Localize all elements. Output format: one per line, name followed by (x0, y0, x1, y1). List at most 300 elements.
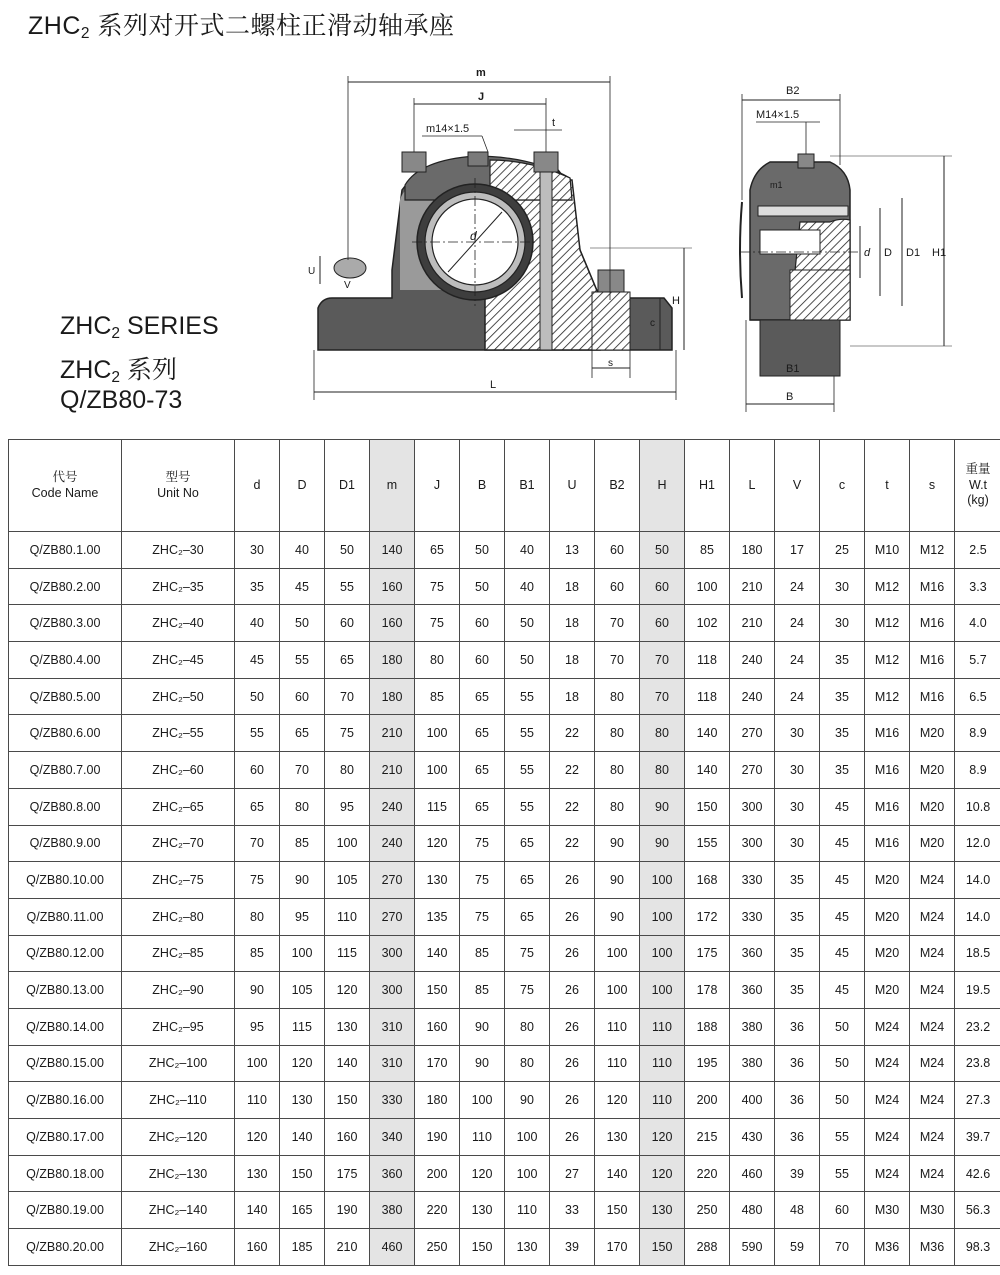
table-cell: M20 (865, 898, 910, 935)
table-cell: 120 (640, 1155, 685, 1192)
table-cell: M24 (910, 1008, 955, 1045)
side-view-drawing (730, 70, 970, 415)
table-cell: 23.8 (955, 1045, 1000, 1082)
header-en: L (748, 477, 756, 492)
table-row (9, 898, 1000, 935)
table-cell: M36 (910, 1229, 955, 1266)
table-cell: 60 (820, 1192, 865, 1229)
table-cell: 210 (730, 568, 775, 605)
header-en: B (477, 477, 487, 492)
table-cell: 19.5 (955, 972, 1000, 1009)
table-cell: 460 (370, 1229, 415, 1266)
table-cell: 90 (280, 862, 325, 899)
table-cell: 100 (415, 715, 460, 752)
table-cell: 220 (415, 1192, 460, 1229)
table-cell: 65 (505, 825, 550, 862)
table-cell: 140 (685, 752, 730, 789)
table-cell: 270 (370, 898, 415, 935)
table-cell: 23.2 (955, 1008, 1000, 1045)
table-cell: 300 (730, 825, 775, 862)
table-cell: 100 (640, 935, 685, 972)
table-cell: 8.9 (955, 715, 1000, 752)
table-row (9, 568, 1000, 605)
table-cell: M24 (910, 972, 955, 1009)
table-cell: M20 (865, 862, 910, 899)
table-cell: 120 (325, 972, 370, 1009)
table-cell: 50 (235, 678, 280, 715)
table-cell: 17 (775, 532, 820, 569)
table-row (9, 1119, 1000, 1156)
svg-text:D1: D1 (906, 247, 921, 259)
table-cell: Q/ZB80.11.00 (9, 898, 122, 935)
table-cell: 50 (280, 605, 325, 642)
table-cell: 110 (595, 1045, 640, 1082)
table-cell: 360 (730, 935, 775, 972)
table-cell: 170 (415, 1045, 460, 1082)
table-cell: 55 (820, 1155, 865, 1192)
table-cell: 85 (685, 532, 730, 569)
table-cell: 4.0 (955, 605, 1000, 642)
table-cell: 172 (685, 898, 730, 935)
table-cell: 45 (820, 862, 865, 899)
table-cell: 80 (595, 715, 640, 752)
table-cell: 45 (820, 825, 865, 862)
column-header (820, 440, 865, 532)
table-cell: 130 (595, 1119, 640, 1156)
svg-text:c: c (650, 318, 655, 329)
table-cell: 50 (820, 1008, 865, 1045)
table-cell: M24 (910, 1082, 955, 1119)
table-cell: 100 (685, 568, 730, 605)
table-cell: 380 (730, 1045, 775, 1082)
table-cell: M16 (865, 825, 910, 862)
table-cell: 70 (280, 752, 325, 789)
svg-text:D: D (884, 247, 892, 259)
table-cell: 430 (730, 1119, 775, 1156)
table-cell: Q/ZB80.13.00 (9, 972, 122, 1009)
column-header (9, 440, 122, 532)
table-cell: M30 (910, 1192, 955, 1229)
table-cell: M10 (865, 532, 910, 569)
header-en: H (657, 477, 667, 492)
table-cell: 26 (550, 1045, 595, 1082)
table-cell: 240 (370, 825, 415, 862)
column-header (865, 440, 910, 532)
table-cell: 90 (595, 898, 640, 935)
table-cell: 160 (235, 1229, 280, 1266)
table-cell: 75 (415, 568, 460, 605)
table-cell: 330 (370, 1082, 415, 1119)
table-cell: 26 (550, 862, 595, 899)
table-cell: Q/ZB80.16.00 (9, 1082, 122, 1119)
table-cell: M16 (865, 715, 910, 752)
table-cell: M12 (865, 678, 910, 715)
table-cell: 70 (595, 642, 640, 679)
table-cell: 220 (685, 1155, 730, 1192)
table-cell: M16 (910, 642, 955, 679)
table-cell: 240 (730, 678, 775, 715)
table-row (9, 1045, 1000, 1082)
table-cell: 65 (460, 752, 505, 789)
table-cell: 30 (775, 715, 820, 752)
table-cell: 35 (820, 715, 865, 752)
svg-text:m: m (476, 67, 486, 79)
header-en: W.t (968, 477, 988, 492)
table-cell: Q/ZB80.12.00 (9, 935, 122, 972)
table-cell: M24 (865, 1155, 910, 1192)
header-unit: (kg) (967, 493, 989, 508)
header-en: m (386, 477, 398, 492)
table-cell: 55 (505, 678, 550, 715)
table-cell: 480 (730, 1192, 775, 1229)
table-cell: 12.0 (955, 825, 1000, 862)
table-cell: 140 (685, 715, 730, 752)
table-cell: 140 (370, 532, 415, 569)
table-cell: 24 (775, 678, 820, 715)
column-header (325, 440, 370, 532)
svg-text:B1: B1 (786, 363, 800, 375)
column-header (550, 440, 595, 532)
table-cell: 85 (415, 678, 460, 715)
table-cell: 60 (325, 605, 370, 642)
table-cell: 50 (820, 1045, 865, 1082)
table-cell: 39 (775, 1155, 820, 1192)
svg-text:s: s (608, 358, 613, 369)
table-cell: 24 (775, 605, 820, 642)
svg-text:d: d (470, 229, 477, 243)
header-en: Code Name (31, 485, 99, 500)
table-cell: M24 (910, 1155, 955, 1192)
table-row (9, 825, 1000, 862)
table-cell: 380 (730, 1008, 775, 1045)
table-cell: 27 (550, 1155, 595, 1192)
table-cell: 80 (415, 642, 460, 679)
table-cell: 30 (775, 825, 820, 862)
table-cell: ZHC₂–90 (122, 972, 235, 1009)
table-cell: 55 (820, 1119, 865, 1156)
table-cell: 33 (550, 1192, 595, 1229)
table-cell: 36 (775, 1008, 820, 1045)
table-cell: 310 (370, 1045, 415, 1082)
table-cell: 165 (280, 1192, 325, 1229)
table-cell: 40 (280, 532, 325, 569)
table-cell: M16 (910, 678, 955, 715)
table-row (9, 532, 1000, 569)
table-cell: 55 (325, 568, 370, 605)
table-cell: 330 (730, 898, 775, 935)
table-cell: 25 (820, 532, 865, 569)
table-cell: 250 (415, 1229, 460, 1266)
table-cell: 120 (595, 1082, 640, 1119)
table-cell: 80 (505, 1045, 550, 1082)
table-cell: 65 (460, 788, 505, 825)
table-cell: M24 (910, 935, 955, 972)
table-cell: ZHC₂–50 (122, 678, 235, 715)
table-cell: 18 (550, 605, 595, 642)
table-cell: 150 (685, 788, 730, 825)
column-header (640, 440, 685, 532)
table-cell: M20 (865, 935, 910, 972)
header-en: c (838, 477, 846, 492)
table-cell: 85 (280, 825, 325, 862)
table-cell: 210 (370, 752, 415, 789)
table-cell: 75 (460, 862, 505, 899)
table-cell: 22 (550, 715, 595, 752)
table-cell: 270 (370, 862, 415, 899)
table-cell: 170 (595, 1229, 640, 1266)
table-cell: 115 (325, 935, 370, 972)
table-cell: ZHC₂–120 (122, 1119, 235, 1156)
table-cell: 75 (325, 715, 370, 752)
table-cell: 10.8 (955, 788, 1000, 825)
table-cell: ZHC₂–85 (122, 935, 235, 972)
table-cell: 80 (325, 752, 370, 789)
table-row (9, 1082, 1000, 1119)
page-title: $ZHC_2$ 系列对开式二螺柱正滑动轴承座 (28, 12, 455, 42)
table-cell: 120 (640, 1119, 685, 1156)
table-cell: 215 (685, 1119, 730, 1156)
table-cell: ZHC₂–100 (122, 1045, 235, 1082)
table-cell: 155 (685, 825, 730, 862)
table-cell: M16 (865, 752, 910, 789)
table-cell: 80 (505, 1008, 550, 1045)
svg-text:J: J (478, 91, 485, 103)
table-cell: 60 (460, 605, 505, 642)
table-cell: M16 (865, 788, 910, 825)
header-en: s (928, 477, 936, 492)
table-cell: 80 (595, 678, 640, 715)
table-cell: 45 (235, 642, 280, 679)
table-cell: 30 (820, 605, 865, 642)
table-cell: 55 (505, 788, 550, 825)
table-cell: 35 (235, 568, 280, 605)
table-cell: 30 (820, 568, 865, 605)
table-row (9, 862, 1000, 899)
column-header (910, 440, 955, 532)
svg-text:V: V (344, 280, 351, 291)
table-cell: 18 (550, 678, 595, 715)
table-cell: 110 (640, 1045, 685, 1082)
header-en: J (433, 477, 441, 492)
table-cell: 90 (460, 1008, 505, 1045)
table-cell: 240 (370, 788, 415, 825)
table-cell: 85 (460, 972, 505, 1009)
table-cell: 160 (370, 605, 415, 642)
table-cell: ZHC₂–160 (122, 1229, 235, 1266)
table-cell: 185 (280, 1229, 325, 1266)
table-cell: 98.3 (955, 1229, 1000, 1266)
table-cell: 130 (640, 1192, 685, 1229)
table-cell: 360 (730, 972, 775, 1009)
table-cell: 5.7 (955, 642, 1000, 679)
table-cell: 150 (460, 1229, 505, 1266)
table-cell: 24 (775, 568, 820, 605)
table-cell: 110 (325, 898, 370, 935)
table-cell: M30 (865, 1192, 910, 1229)
table-cell: 120 (280, 1045, 325, 1082)
table-row (9, 715, 1000, 752)
dimension-table (8, 439, 1000, 1266)
table-cell: M20 (910, 788, 955, 825)
table-cell: 26 (550, 972, 595, 1009)
table-cell: 310 (370, 1008, 415, 1045)
header-en: V (792, 477, 802, 492)
table-cell: 180 (370, 678, 415, 715)
table-cell: 80 (640, 752, 685, 789)
table-cell: ZHC₂–65 (122, 788, 235, 825)
table-cell: 100 (460, 1082, 505, 1119)
table-cell: 6.5 (955, 678, 1000, 715)
table-cell: Q/ZB80.9.00 (9, 825, 122, 862)
table-cell: 140 (595, 1155, 640, 1192)
table-cell: 60 (235, 752, 280, 789)
table-cell: ZHC₂–40 (122, 605, 235, 642)
table-cell: 130 (505, 1229, 550, 1266)
svg-text:d: d (864, 247, 871, 259)
table-cell: M24 (910, 1045, 955, 1082)
table-cell: 42.6 (955, 1155, 1000, 1192)
table-cell: 14.0 (955, 898, 1000, 935)
table-cell: 35 (775, 972, 820, 1009)
table-cell: 270 (730, 715, 775, 752)
table-body (9, 532, 1000, 1266)
table-cell: 40 (505, 568, 550, 605)
table-cell: 200 (685, 1082, 730, 1119)
table-cell: 110 (505, 1192, 550, 1229)
table-cell: 240 (730, 642, 775, 679)
column-header (505, 440, 550, 532)
table-cell: 75 (505, 935, 550, 972)
column-header (595, 440, 640, 532)
table-row (9, 1192, 1000, 1229)
table-cell: 75 (505, 972, 550, 1009)
table-cell: 400 (730, 1082, 775, 1119)
table-cell: M24 (865, 1045, 910, 1082)
table-cell: 130 (460, 1192, 505, 1229)
table-cell: 102 (685, 605, 730, 642)
table-cell: 65 (415, 532, 460, 569)
table-cell: 100 (505, 1155, 550, 1192)
table-cell: Q/ZB80.17.00 (9, 1119, 122, 1156)
series-label-cn: $ZHC_2$ 系列 (60, 356, 177, 386)
table-cell: 48 (775, 1192, 820, 1229)
table-cell: M16 (910, 605, 955, 642)
table-cell: 90 (595, 862, 640, 899)
table-cell: 30 (775, 752, 820, 789)
table-cell: 60 (640, 568, 685, 605)
table-cell: 140 (415, 935, 460, 972)
svg-text:H1: H1 (932, 247, 947, 259)
table-cell: 140 (235, 1192, 280, 1229)
table-cell: 120 (460, 1155, 505, 1192)
table-cell: 175 (685, 935, 730, 972)
table-cell: Q/ZB80.18.00 (9, 1155, 122, 1192)
table-cell: 160 (325, 1119, 370, 1156)
column-header (280, 440, 325, 532)
table-cell: 150 (595, 1192, 640, 1229)
header-cn: 代号 (52, 469, 78, 484)
table-cell: 118 (685, 678, 730, 715)
header-cn: 重量 (965, 462, 991, 477)
table-cell: 250 (685, 1192, 730, 1229)
table-cell: 105 (280, 972, 325, 1009)
table-cell: 60 (595, 568, 640, 605)
table-cell: M24 (910, 862, 955, 899)
table-cell: ZHC₂–80 (122, 898, 235, 935)
table-cell: 80 (595, 788, 640, 825)
table-cell: 30 (235, 532, 280, 569)
table-cell: 95 (280, 898, 325, 935)
header-en: D1 (339, 477, 355, 492)
table-cell: 130 (235, 1155, 280, 1192)
table-row (9, 752, 1000, 789)
table-cell: ZHC₂–35 (122, 568, 235, 605)
table-cell: 24 (775, 642, 820, 679)
table-cell: 270 (730, 752, 775, 789)
table-cell: 36 (775, 1082, 820, 1119)
table-cell: 70 (595, 605, 640, 642)
table-cell: ZHC₂–75 (122, 862, 235, 899)
table-cell: 65 (505, 862, 550, 899)
table-cell: 80 (595, 752, 640, 789)
table-cell: 100 (415, 752, 460, 789)
header-en: D (297, 477, 307, 492)
table-cell: ZHC₂–30 (122, 532, 235, 569)
table-cell: 70 (235, 825, 280, 862)
table-cell: 65 (280, 715, 325, 752)
table-cell: 35 (820, 752, 865, 789)
table-row (9, 1155, 1000, 1192)
svg-text:m14×1.5: m14×1.5 (426, 123, 470, 135)
column-header (460, 440, 505, 532)
table-cell: 100 (505, 1119, 550, 1156)
table-cell: ZHC₂–55 (122, 715, 235, 752)
table-cell: 110 (235, 1082, 280, 1119)
table-cell: 90 (640, 825, 685, 862)
header-en: U (567, 477, 577, 492)
table-cell: 60 (595, 532, 640, 569)
table-cell: Q/ZB80.4.00 (9, 642, 122, 679)
table-cell: 45 (820, 788, 865, 825)
table-cell: 340 (370, 1119, 415, 1156)
table-cell: 85 (460, 935, 505, 972)
header-en: Unit No (157, 485, 199, 500)
table-cell: M24 (865, 1082, 910, 1119)
table-cell: 175 (325, 1155, 370, 1192)
table-cell: 26 (550, 1119, 595, 1156)
table-cell: 100 (595, 935, 640, 972)
table-cell: ZHC₂–140 (122, 1192, 235, 1229)
table-cell: 140 (325, 1045, 370, 1082)
table-cell: M12 (865, 605, 910, 642)
table-cell: 90 (235, 972, 280, 1009)
table-cell: 18 (550, 642, 595, 679)
table-cell: 75 (415, 605, 460, 642)
table-cell: 39.7 (955, 1119, 1000, 1156)
table-cell: 90 (595, 825, 640, 862)
table-cell: 26 (550, 1008, 595, 1045)
table-cell: 26 (550, 935, 595, 972)
table-cell: M24 (865, 1008, 910, 1045)
table-cell: 140 (280, 1119, 325, 1156)
table-cell: 35 (775, 935, 820, 972)
table-cell: 110 (595, 1008, 640, 1045)
header-en: t (885, 477, 889, 492)
table-cell: 118 (685, 642, 730, 679)
table-cell: 330 (730, 862, 775, 899)
table-cell: Q/ZB80.1.00 (9, 532, 122, 569)
table-cell: 100 (595, 972, 640, 1009)
